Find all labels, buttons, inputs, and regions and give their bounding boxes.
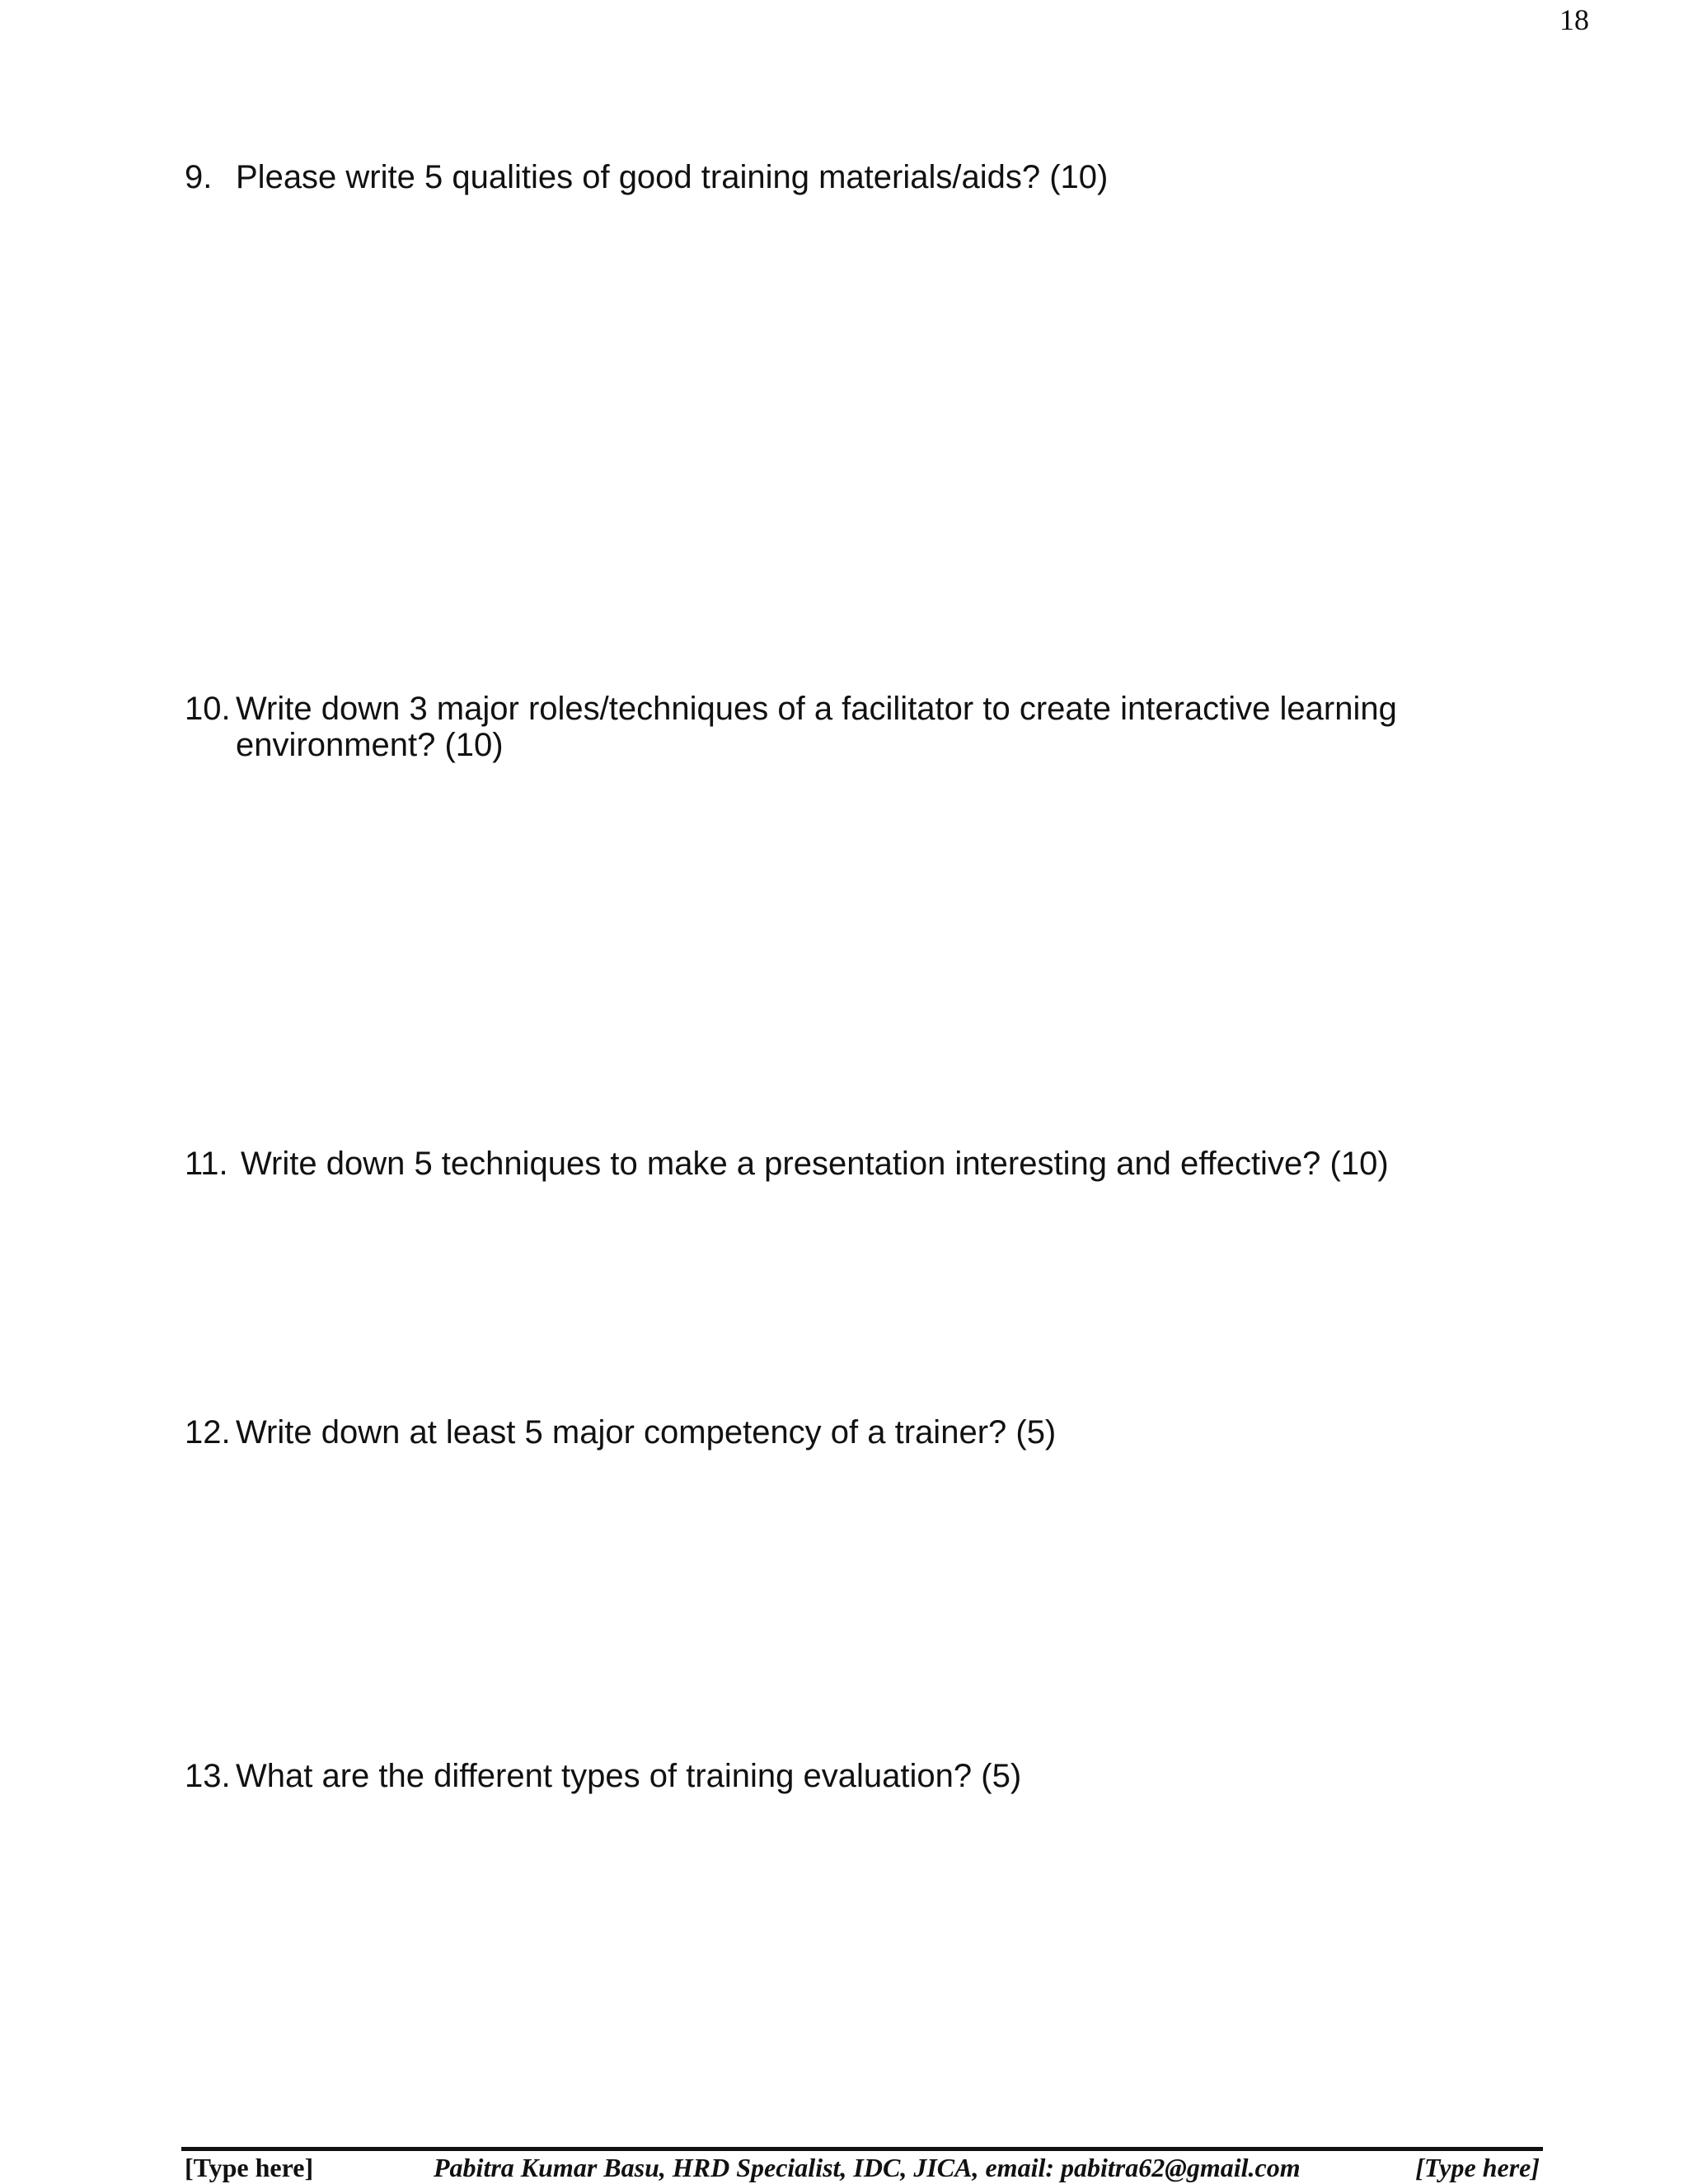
question-9 bbox=[185, 159, 1437, 195]
question-text: Please write 5 qualities of good training materials/aids? (10) bbox=[236, 159, 1109, 195]
question-number: 12. bbox=[185, 1414, 231, 1451]
footer-right-placeholder: [Type here] bbox=[1415, 2153, 1540, 2182]
question-13 bbox=[185, 1758, 1437, 1794]
question-text: Write down at least 5 major competency of a trainer? (5) bbox=[236, 1414, 1057, 1451]
question-12 bbox=[185, 1414, 1437, 1451]
question-number: 13. bbox=[185, 1758, 231, 1794]
question-text: Write down 5 techniques to make a presentation interesting and effective? (10) bbox=[241, 1146, 1389, 1182]
question-11 bbox=[185, 1146, 1437, 1182]
question-number: 11. bbox=[185, 1146, 228, 1182]
question-text: What are the different types of training evaluation? (5) bbox=[236, 1758, 1022, 1794]
question-10 bbox=[185, 691, 1437, 763]
page-footer bbox=[185, 2153, 1540, 2184]
page-number: 18 bbox=[1559, 3, 1589, 36]
footer-left-placeholder: [Type here] bbox=[185, 2153, 314, 2182]
footer-divider bbox=[181, 2147, 1543, 2151]
question-text: Write down 3 major roles/techniques of a facilitator to create interactive learning environment? (10) bbox=[236, 691, 1397, 763]
question-number: 9. bbox=[185, 159, 213, 195]
question-number: 10. bbox=[185, 691, 231, 727]
footer-author-credit: Pabitra Kumar Basu, HRD Specialist, IDC, JICA, email: pabitra62@gmail.com bbox=[434, 2153, 1301, 2182]
